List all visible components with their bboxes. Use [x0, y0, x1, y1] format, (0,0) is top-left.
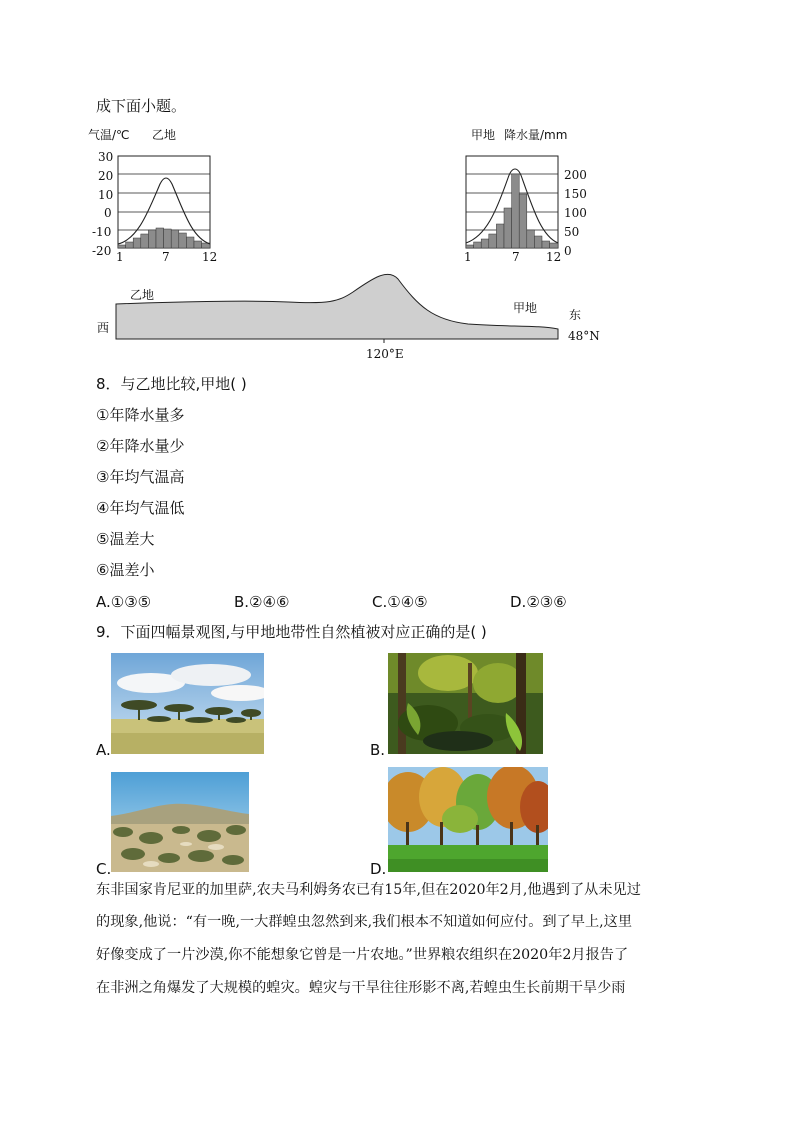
q9-option-a-label[interactable]: A.	[96, 741, 111, 759]
temp-tick: -10	[92, 225, 112, 239]
left-climate-chart	[118, 156, 210, 248]
q8-choice-c[interactable]: C.①④⑤	[372, 593, 428, 611]
q8-statement: ①年降水量多	[96, 406, 185, 424]
left-chart-place: 乙地	[152, 128, 177, 142]
figure-svg	[88, 124, 608, 364]
month-tick: 1	[464, 250, 472, 264]
passage-line: 的现象,他说：“有一晚,一大群蝗虫忽然到来,我们根本不知道如何应付。到了早上,这里	[96, 914, 633, 930]
deciduous-forest-photo[interactable]	[388, 767, 548, 872]
profile-label-jia: 甲地	[513, 301, 538, 315]
terrain-profile	[116, 274, 558, 343]
direction-west: 西	[97, 321, 110, 335]
latitude-label: 48°N	[568, 329, 600, 343]
profile-label-yi: 乙地	[130, 288, 155, 302]
q9-option-b-label[interactable]: B.	[370, 741, 386, 759]
q9-option-c-label[interactable]: C.	[96, 860, 112, 878]
q8-choice-b[interactable]: B.②④⑥	[234, 593, 290, 611]
precip-axis-title: 降水量/mm	[504, 128, 568, 142]
desert-shrub-photo[interactable]	[111, 772, 249, 872]
passage-line: 在非洲之角爆发了大规模的蝗灾。蝗灾与干旱往往形影不离,若蝗虫生长前期干旱少雨	[96, 980, 626, 996]
q8-statement: ④年均气温低	[96, 499, 185, 517]
precip-tick: 0	[564, 244, 572, 258]
savanna-photo[interactable]	[111, 653, 264, 754]
precip-tick: 100	[564, 206, 587, 220]
month-tick: 12	[546, 250, 562, 264]
precip-tick: 50	[564, 225, 580, 239]
q8-stem: 8．与乙地比较,甲地( )	[96, 375, 247, 393]
month-tick: 7	[512, 250, 520, 264]
passage-line: 好像变成了一片沙漠,你不能想象它曾是一片农地。”世界粮农组织在2020年2月报告了	[96, 947, 629, 963]
temp-axis-title: 气温/℃	[88, 128, 130, 142]
q9-option-d-label[interactable]: D.	[370, 860, 387, 878]
month-tick: 1	[116, 250, 124, 264]
right-chart-place: 甲地	[471, 128, 496, 142]
q8-choice-d[interactable]: D.②③⑥	[510, 593, 567, 611]
temp-tick: 10	[98, 188, 114, 202]
q9-stem: 9．下面四幅景观图,与甲地地带性自然植被对应正确的是( )	[96, 623, 487, 641]
temp-tick: -20	[92, 244, 112, 258]
direction-east: 东	[569, 308, 582, 322]
temp-tick: 20	[98, 169, 114, 183]
q8-statement: ②年降水量少	[96, 437, 185, 455]
temp-tick: 0	[104, 206, 112, 220]
month-tick: 7	[162, 250, 170, 264]
q8-statement: ③年均气温高	[96, 468, 185, 486]
passage-line: 东非国家肯尼亚的加里萨,农夫马利姆务农已有15年,但在2020年2月,他遇到了从未见过	[96, 882, 641, 898]
temp-tick: 30	[98, 150, 114, 164]
q8-statement: ⑥温差小	[96, 561, 155, 579]
q8-statement: ⑤温差大	[96, 530, 155, 548]
intro-text: 成下面小题。	[96, 97, 187, 115]
climate-profile-figure	[88, 124, 608, 364]
longitude-label: 120°E	[366, 347, 404, 361]
rainforest-photo[interactable]	[388, 653, 543, 754]
precip-tick: 150	[564, 187, 587, 201]
precip-tick: 200	[564, 168, 587, 182]
right-climate-chart	[466, 156, 558, 248]
month-tick: 12	[202, 250, 218, 264]
q8-choice-a[interactable]: A.①③⑤	[96, 593, 152, 611]
